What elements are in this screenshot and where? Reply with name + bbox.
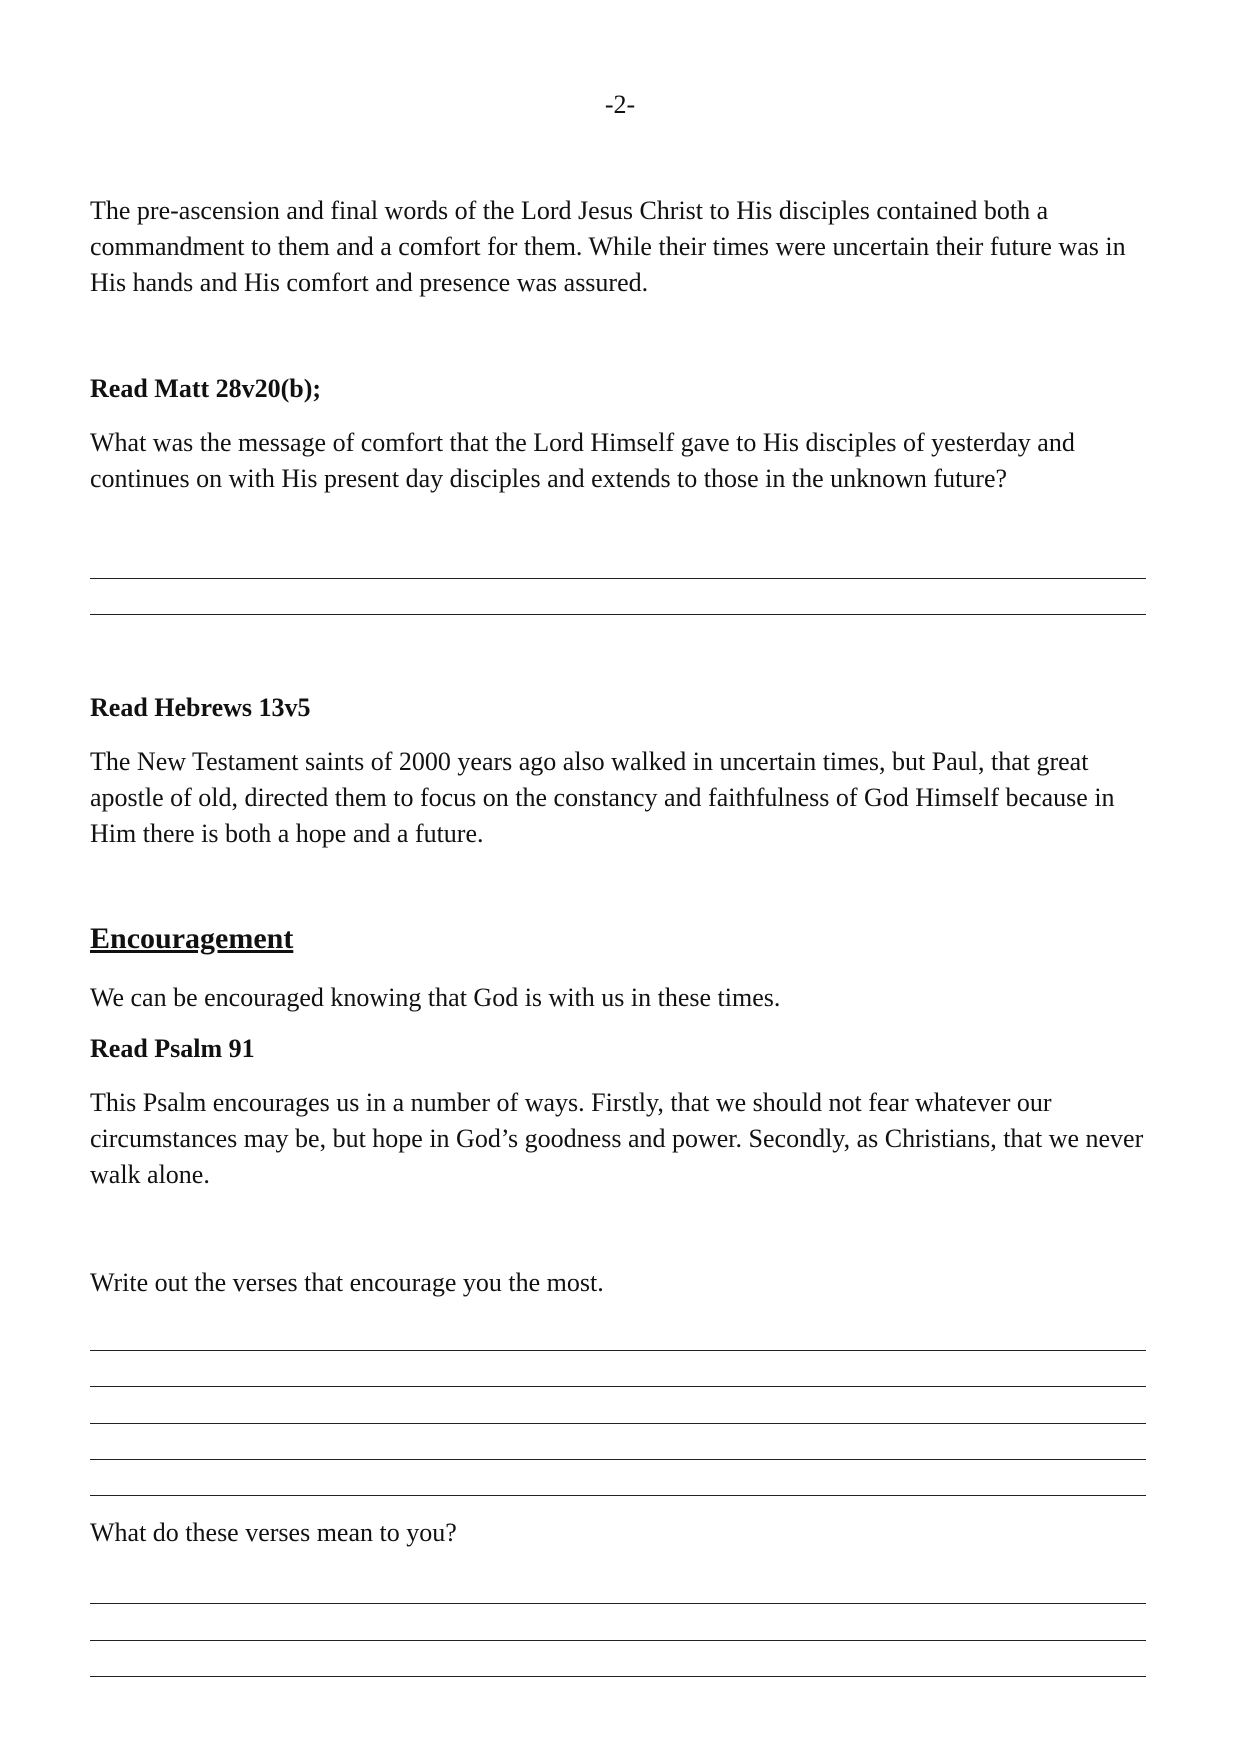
psalm-heading: Read Psalm 91 — [90, 1034, 255, 1063]
matthew-heading: Read Matt 28v20(b); — [90, 374, 322, 403]
matthew-question: What was the message of comfort that the Lord Himself gave to His disciples of yesterday and continues on with His present day disciples and extends to those in the unknown future? — [90, 428, 1075, 493]
answer-line[interactable] — [90, 1459, 1146, 1460]
answer-line[interactable] — [90, 1603, 1146, 1604]
page-number: -2- — [604, 90, 636, 119]
psalm-paragraph: This Psalm encourages us in a number of ways. Firstly, that we should not fear whatever our circumstances may be, but hope in God’s goodness and power. Secondly, as Christians, that we never walk alone. — [90, 1088, 1144, 1189]
meaning-prompt: What do these verses mean to you? — [90, 1518, 457, 1547]
answer-line[interactable] — [90, 1350, 1146, 1351]
answer-line[interactable] — [90, 614, 1146, 615]
answer-line[interactable] — [90, 1386, 1146, 1387]
answer-line[interactable] — [90, 1495, 1146, 1496]
answer-line[interactable] — [90, 1640, 1146, 1641]
answer-line[interactable] — [90, 578, 1146, 579]
answer-line[interactable] — [90, 1423, 1146, 1424]
encouragement-title: Encouragement — [90, 922, 294, 955]
intro-paragraph: The pre-ascension and final words of the Lord Jesus Christ to His disciples contained both a commandment to them and a comfort for them. While their times were uncertain their future was in His hands and His comfort and presence was assured. — [90, 196, 1126, 297]
hebrews-heading: Read Hebrews 13v5 — [90, 693, 311, 722]
verses-prompt: Write out the verses that encourage you the most. — [90, 1268, 604, 1297]
encouragement-intro: We can be encouraged knowing that God is with us in these times. — [90, 983, 781, 1012]
answer-line[interactable] — [90, 1676, 1146, 1677]
hebrews-paragraph: The New Testament saints of 2000 years ago also walked in uncertain times, but Paul, that great apostle of old, directed them to focus on the constancy and faithfulness of God Himself because in Him there is both a hope and a future. — [90, 747, 1115, 848]
